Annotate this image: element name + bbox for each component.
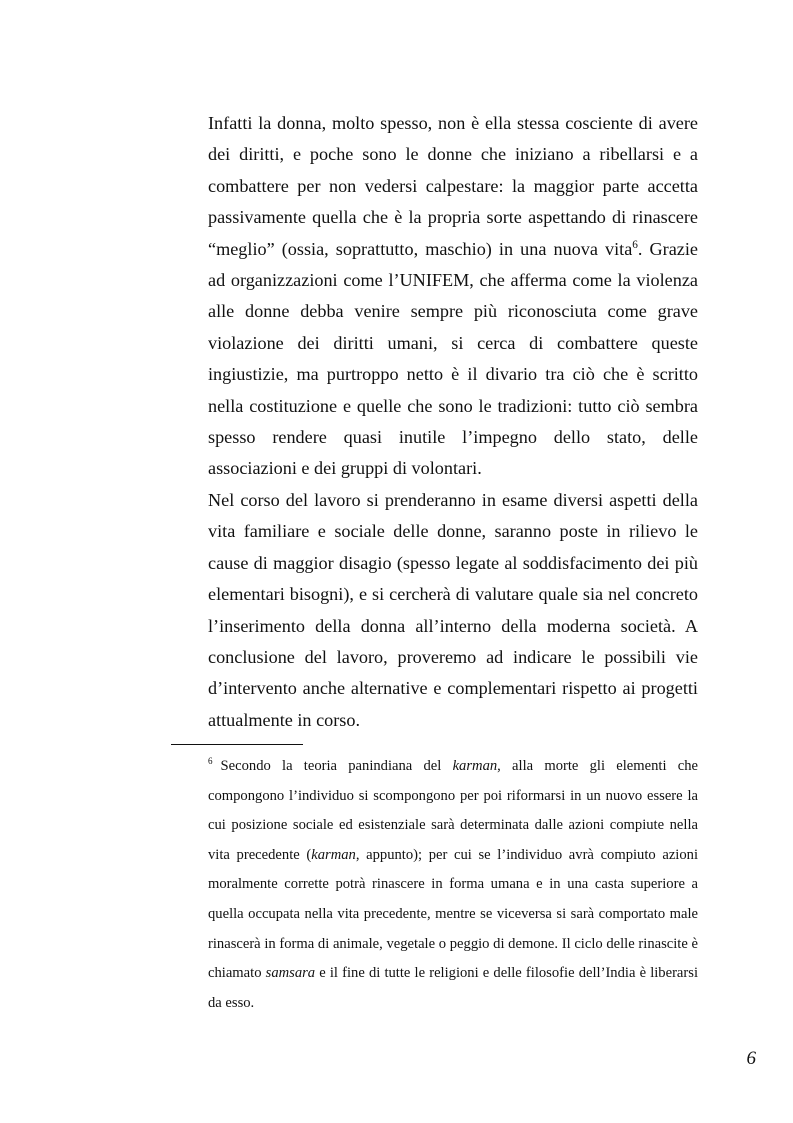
footnote-text-a: Secondo la teoria panindiana del (220, 758, 453, 774)
paragraph-2: Nel corso del lavoro si prenderanno in esame diversi aspetti della vita familiare e sociale delle donne, saranno poste in rilievo le cause di maggior disagio (spesso legate al soddisfacimento dei più elementari bisogni), e si cercherà di valutare quale sia nel concreto l’inserimento della donna all’interno della moderna società. A conclusione del lavoro, proveremo ad indicare le possibili vie d’intervento anche alternative e complementari rispetto ai progetti attualmente in corso. (208, 489, 698, 730)
footnote-separator (171, 744, 303, 745)
footnote (208, 752, 698, 1018)
footnote-text-c: , appunto); per cui se l’individuo avrà compiuto azioni moralmente corrette potrà rinascere in forma umana e in una casta superiore a quella occupata nella vita precedente, mentre se viceversa si sarà comportato male rinascerà in forma di animale, vegetale o peggio di demone. Il ciclo delle rinascite è chiamato (208, 846, 698, 982)
footnote-term-samsara: samsara (265, 965, 316, 982)
footnote-text-d: e il fine di tutte le religioni e delle filosofie dell’India è liberarsi da esso. (208, 965, 699, 1011)
footnote-text-b: , alla morte gli elementi che compongono l’individuo si scompongono per poi riformarsi in un nuovo essere la cui posizione sociale ed esistenziale sarà determinata dalle azioni compiute nella vita precedente ( (208, 758, 698, 863)
footnote-term-karman-2: karman (311, 846, 356, 863)
paragraph-1-part-1: Infatti la donna, molto spesso, non è ella stessa cosciente di avere dei diritti, e poche sono le donne che iniziano a ribellarsi e a combattere per non vedersi calpestare: la maggior parte accetta passivamente quella che è la propria sorte aspettando di rinascere “meglio” (ossia, soprattutto, maschio) in una nuova vita (208, 113, 698, 259)
page-number: 6 (746, 1048, 756, 1069)
footnote-term-karman: karman (452, 758, 498, 774)
paragraph-1-part-2: . Grazie ad organizzazioni come l’UNIFEM, che afferma come la violenza alle donne debba venire sempre più riconosciuta come grave violazione dei diritti umani, si cerca di combattere queste ingiustizie, ma purtroppo netto è il divario tra ciò che è scritto nella costituzione e quelle che sono le tradizioni: tutto ciò sembra spesso rendere quasi inutile l’impegno dello stato, delle associazioni e dei gruppi di volontari. (208, 238, 698, 479)
footnote-number: 6 (208, 756, 213, 767)
main-text (208, 108, 698, 736)
footnote-reference: 6 (632, 238, 638, 251)
paragraph-1 (208, 108, 698, 485)
